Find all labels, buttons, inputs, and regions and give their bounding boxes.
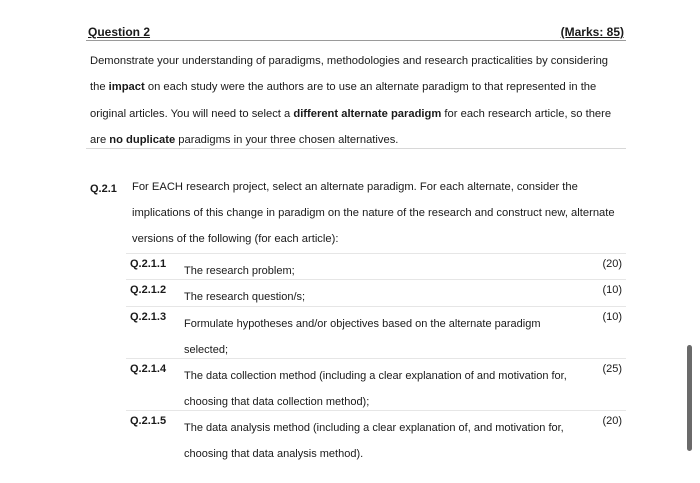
sub-question-number: Q.2.1.5 <box>130 415 167 427</box>
sub-question-text: The research problem; <box>184 265 295 277</box>
sub-question-text: The data collection method (including a clear explanation of and motivation for, choosing that data collection method); <box>184 370 567 408</box>
section-number: Q.2.1 <box>90 183 117 195</box>
sub-question <box>126 410 626 463</box>
sub-question-marks: (10) <box>602 284 622 296</box>
sub-question <box>126 253 626 280</box>
question-title: Question 2 <box>88 25 151 39</box>
sub-question-number: Q.2.1.3 <box>130 311 167 323</box>
sub-question-marks: (20) <box>602 415 622 427</box>
intro-text-4: paradigms in your three chosen alternatives. <box>175 134 399 147</box>
sub-question-text: The data analysis method (including a clear explanation of, and motivation for, choosing that data analysis method). <box>184 422 564 460</box>
intro-bold-paradigm: different alternate paradigm <box>293 107 442 120</box>
vertical-scrollbar[interactable] <box>687 345 692 451</box>
intro-block <box>86 42 626 149</box>
sub-question-text: The research question/s; <box>184 291 306 303</box>
sub-question <box>126 358 626 411</box>
intro-bold-impact: impact <box>108 81 145 94</box>
intro-paragraph <box>90 48 626 154</box>
sub-question-text: Formulate hypotheses and/or objectives based on the alternate paradigm selected; <box>184 318 541 356</box>
sub-question <box>126 306 626 359</box>
sub-question-marks: (10) <box>602 311 622 323</box>
sub-question <box>126 279 626 306</box>
sub-question-number: Q.2.1.1 <box>130 258 167 270</box>
sub-question-number: Q.2.1.2 <box>130 284 167 296</box>
sub-question-marks: (25) <box>602 363 622 375</box>
sub-question-marks: (20) <box>602 258 622 270</box>
intro-text-2: on each study were the authors are to use an alternate paradigm to that represented in the original articles. You will need to select a <box>90 81 597 120</box>
question-header <box>86 24 626 41</box>
intro-bold-duplicate: no duplicate <box>109 134 176 147</box>
sub-question-number: Q.2.1.4 <box>130 363 167 375</box>
section-text: For EACH research project, select an alternate paradigm. For each alternate, consider the implications of this change in paradigm on the nature of the research and construct new, alternate versions of the following (for each article): <box>132 181 615 245</box>
intro-text-3: for each research article, so there are <box>90 107 612 147</box>
intro-text-1: Demonstrate your understanding of paradigms, methodologies and research practicalities by considering the <box>90 55 609 94</box>
question-marks: (Marks: 85) <box>560 25 624 39</box>
